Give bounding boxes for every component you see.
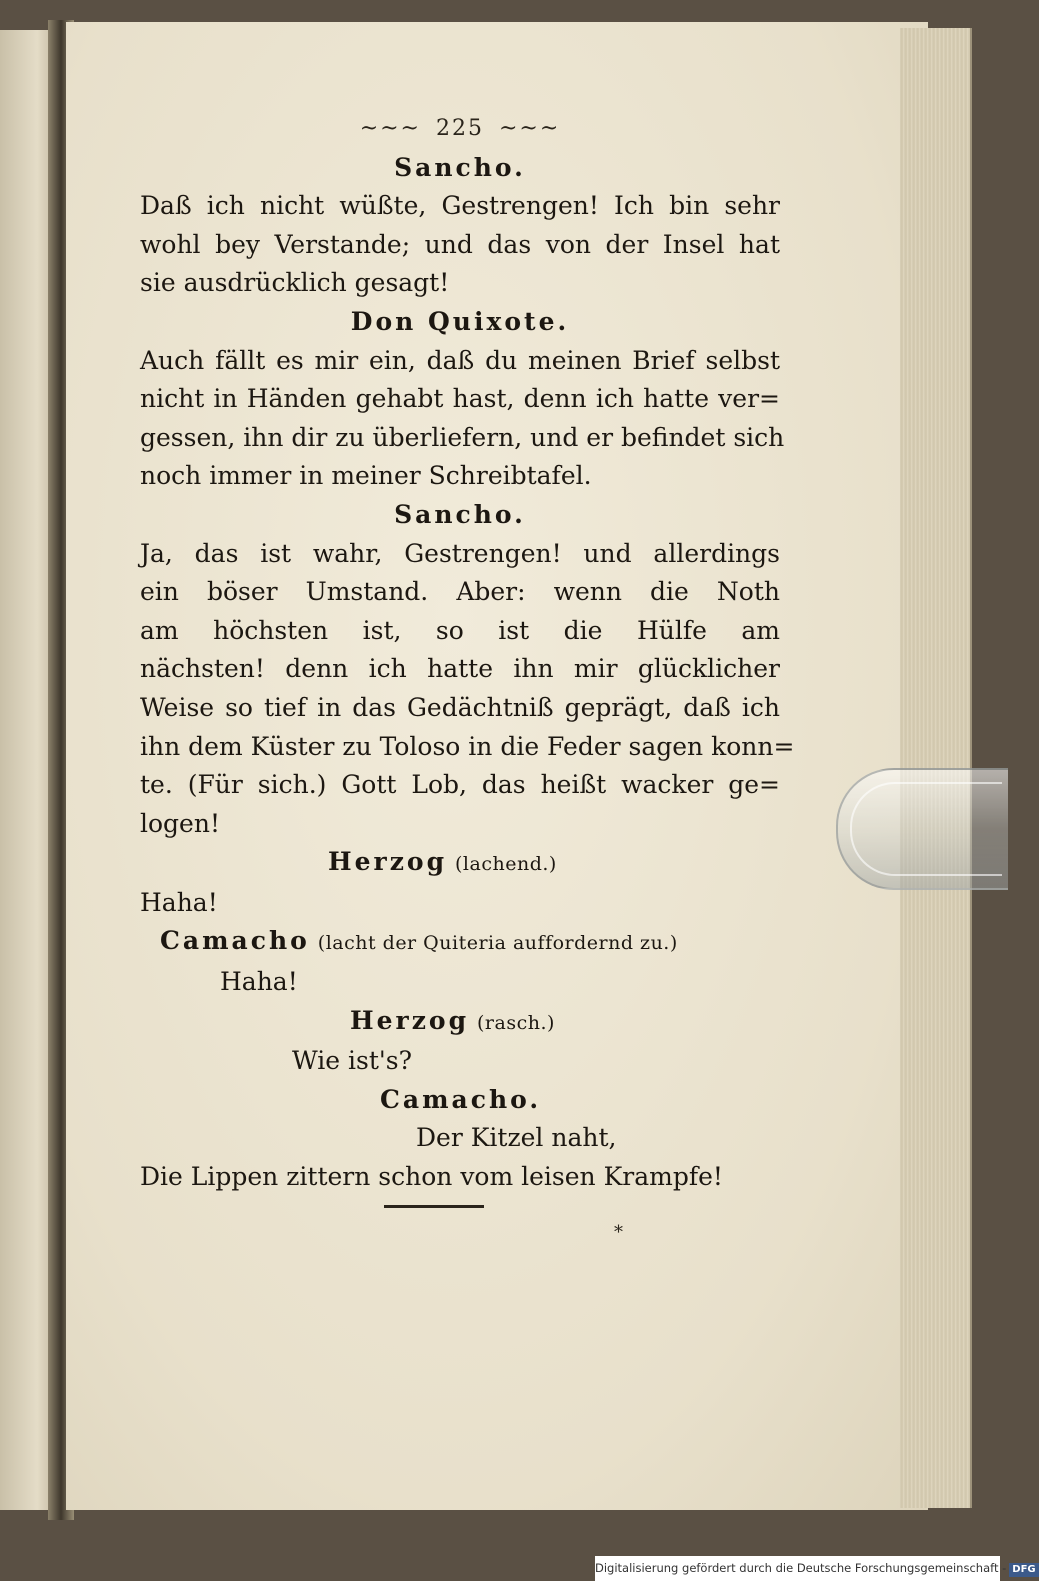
dialogue-line: Die Lippen zittern schon vom leisen Krampfe!	[140, 1162, 723, 1192]
ornament-left: ~~~	[359, 116, 421, 141]
dialogue-line: Haha!	[140, 887, 218, 917]
page-header	[140, 110, 780, 149]
dialogue-line: ihn dem Küster zu Toloso in die Feder sagen konn=	[140, 731, 795, 761]
speaker-name: Sancho.	[394, 152, 526, 182]
speaker-line	[140, 843, 780, 884]
dialogue-line: logen!	[140, 808, 220, 838]
signature-mark: *	[614, 1222, 623, 1243]
dialogue-line: te. (Für sich.) Gott Lob, das heißt wacker ge=	[140, 770, 780, 800]
dialogue-line: Wie ist's?	[292, 1046, 412, 1076]
dialogue-block	[140, 149, 795, 844]
speaker-name: Herzog	[350, 1005, 470, 1035]
speaker-name: Sancho.	[394, 499, 526, 529]
dialogue-line: nicht in Händen gehabt hast, denn ich hatte ver=	[140, 384, 780, 414]
stage-direction: (rasch.)	[477, 1011, 555, 1034]
dialogue-line: Haha!	[220, 967, 298, 997]
ornament-right: ~~~	[499, 116, 561, 141]
stage-direction: (lachend.)	[455, 853, 557, 876]
page-text	[140, 110, 795, 1197]
dialogue-line: Auch fällt es mir ein, daß du meinen Brief selbst	[140, 345, 780, 375]
stage-direction: (lacht der Quiteria auffordernd zu.)	[317, 932, 678, 955]
end-rule	[384, 1205, 484, 1208]
dialogue-line: am höchsten ist, so ist die Hülfe am	[140, 615, 780, 645]
dialogue-line: Daß ich nicht wüßte, Gestrengen! Ich bin sehr	[140, 191, 780, 221]
dfg-logo: DFG	[1009, 1563, 1038, 1577]
page-number: 225	[436, 116, 484, 141]
dialogue-line: gessen, ihn dir zu überliefern, und er befindet sich	[140, 422, 785, 452]
dialogue-line: nächsten! denn ich hatte ihn mir glücklicher	[140, 654, 780, 684]
page-clip-highlight	[850, 782, 1002, 876]
dialogue-line: Der Kitzel naht,	[416, 1123, 617, 1153]
speaker-name: Camacho	[160, 926, 310, 956]
dialogue-line: noch immer in meiner Schreibtafel.	[140, 461, 592, 491]
speaker-name: Don Quixote.	[350, 306, 570, 336]
speaker-line	[140, 922, 780, 963]
speaker-name: Camacho.	[380, 1084, 542, 1114]
dialogue-line: Weise so tief in das Gedächtniß geprägt, daß ich	[140, 692, 780, 722]
dialogue-line: ein böser Umstand. Aber: wenn die Noth	[140, 577, 780, 607]
speaker-line	[140, 1002, 780, 1043]
credit-text: Digitalisierung gefördert durch die Deutsche Forschungsgemeinschaft -	[595, 1561, 1007, 1575]
digitization-credit	[595, 1556, 1036, 1581]
speaker-name: Herzog	[328, 847, 448, 877]
dialogue-line: wohl bey Verstande; und das von der Insel hat	[140, 229, 780, 259]
dialogue-line: sie ausdrücklich gesagt!	[140, 268, 450, 298]
dialogue-line: Ja, das ist wahr, Gestrengen! und allerdings	[140, 538, 780, 568]
